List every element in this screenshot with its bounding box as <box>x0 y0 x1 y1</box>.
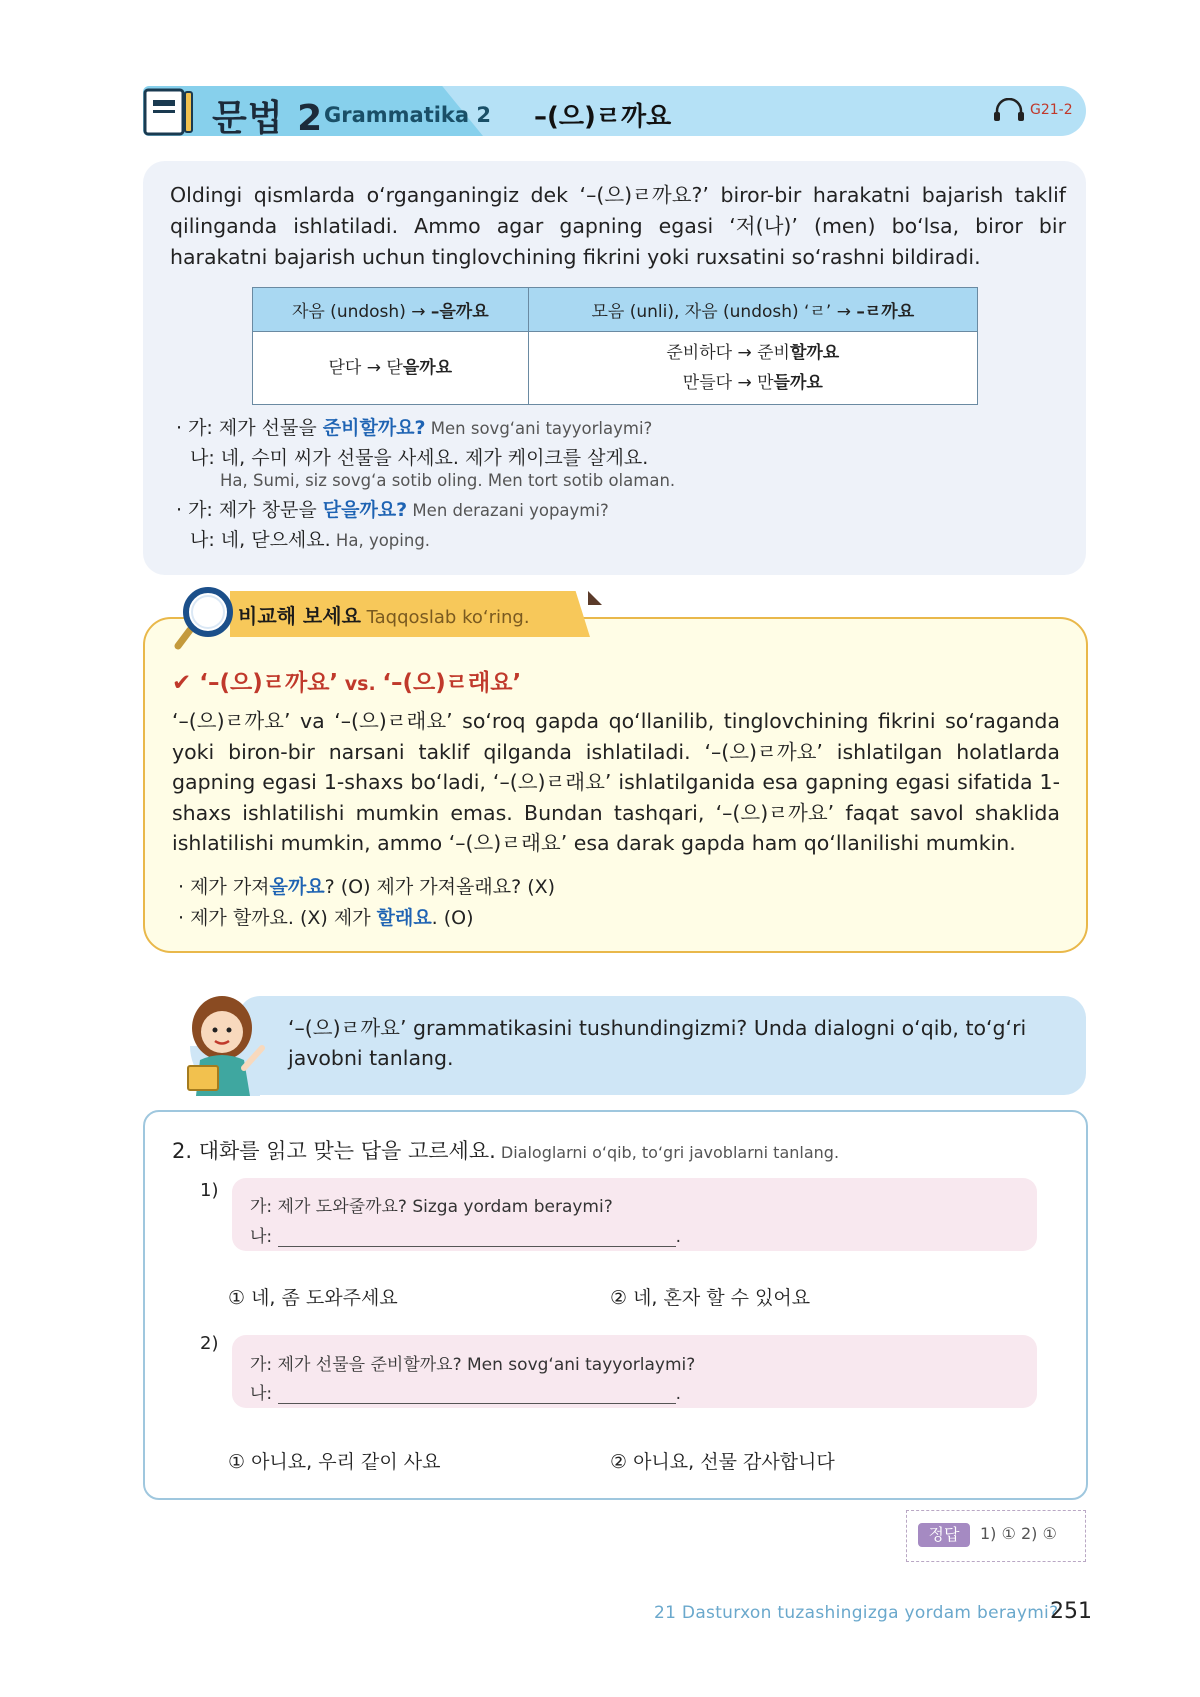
table-head-vowel: 모음 (unli), 자음 (undosh) ‘ㄹ’ → –ㄹ까요 <box>528 288 977 332</box>
question-2-option-2[interactable]: ② 아니요, 선물 감사합니다 <box>610 1451 835 1473</box>
example-2-question: · 가: 제가 창문을 닫을까요? Men derazani yopaymi? <box>176 499 609 521</box>
compare-example-2: · 제가 할까요. (X) 제가 할래요. (O) <box>178 907 474 929</box>
lesson-label: 문법 2 <box>212 98 324 139</box>
footer-chapter-title: 21 Dasturxon tuzashingizga yordam beraymi? <box>654 1603 1059 1623</box>
question-2-number: 2) <box>200 1333 219 1354</box>
compare-title: 비교해 보세요 Taqqoslab ko‘ring. <box>238 604 530 628</box>
grammar-title: –(으)ㄹ까요 <box>534 102 672 132</box>
page-number: 251 <box>1050 1599 1092 1624</box>
question-2-line-a: 가: 제가 선물을 준비할까요? Men sovg‘ani tayyorlaymi? <box>250 1355 696 1375</box>
headphones-icon[interactable] <box>992 98 1026 122</box>
example-2-answer: 나: 네, 닫으세요. Ha, yoping. <box>190 529 431 551</box>
book-icon <box>143 86 195 138</box>
compare-tab-tail <box>588 591 602 605</box>
question-1-line-a: 가: 제가 도와줄까요? Sizga yordam beraymi? <box>250 1197 613 1217</box>
answer-key-text: 1) ① 2) ① <box>980 1524 1057 1543</box>
teacher-illustration <box>178 988 273 1098</box>
exercise-title: 2. 대화를 읽고 맞는 답을 고르세요. Dialoglarni o‘qib, to‘gri javoblarni tanlang. <box>172 1139 840 1163</box>
compare-paragraph: ‘–(으)ㄹ까요’ va ‘–(으)ㄹ래요’ so‘roq gapda qo‘llanilib, tinglovchining fikrini so‘raganda yoki biron-bir narsani taklif qilganda ishlatiladi. ‘–(으)ㄹ까요’ ishlatilgan holatlarda gapning egasi 1-shaxs bo‘ladi, ‘–(으)ㄹ래요’ ishlatilganida esa gapning egasi sifatida 1-shaxs ishlatilishi mumkin emas. Bundan tashqari, ‘–(으)ㄹ까요’ faqat savol shaklida ishlatilishi mumkin, ammo ‘–(으)ㄹ래요’ esa darak gapda ham qo‘llanilishi mumkin. <box>172 709 1060 855</box>
conjugation-table <box>252 287 978 405</box>
question-1-option-1[interactable]: ① 네, 좀 도와주세요 <box>228 1287 398 1309</box>
example-1-translation: Ha, Sumi, siz sovg‘a sotib oling. Men tort sotib olaman. <box>220 471 676 490</box>
check-icon: ✔ <box>172 670 200 696</box>
question-1-option-2[interactable]: ② 네, 혼자 할 수 있어요 <box>610 1287 811 1309</box>
audio-track-label: G21-2 <box>1030 102 1073 118</box>
answer-key-label: 정답 <box>918 1523 970 1547</box>
table-cell-vowel: 준비하다 → 준비할까요 만들다 → 만들까요 <box>528 332 977 405</box>
answer-blank[interactable] <box>278 1228 676 1247</box>
answer-blank[interactable] <box>278 1385 676 1404</box>
question-1-number: 1) <box>200 1180 219 1201</box>
magnifier-icon <box>172 586 236 652</box>
table-cell-consonant: 닫다 → 닫을까요 <box>253 332 529 405</box>
compare-example-1: · 제가 가져올까요? (O) 제가 가져올래요? (X) <box>178 876 556 898</box>
example-1-answer: 나: 네, 수미 씨가 선물을 사세요. 제가 케이크를 살게요. <box>190 447 649 469</box>
question-1-line-b: 나: . <box>250 1227 681 1247</box>
explanation-paragraph: Oldingi qismlarda o‘rganganingiz dek ‘–(으)ㄹ까요?’ biror-bir harakatni bajarish taklif qilinganda ishlatiladi. Ammo agar gapning egasi ‘저(나)’ (men) bo‘lsa, biror bir harakatni bajarish uchun tinglovchining fikrini yoki ruxsatini so‘rashni bildiradi. <box>170 183 1066 269</box>
bubble-text: ‘–(으)ㄹ까요’ grammatikasini tushundingizmi? Unda dialogni o‘qib, to‘g‘ri javobni tanlang. <box>288 1016 1027 1070</box>
table-head-consonant: 자음 (undosh) → –을까요 <box>253 288 529 332</box>
lesson-sub-label: Grammatika 2 <box>324 103 491 127</box>
example-1-question: · 가: 제가 선물을 준비할까요? Men sovg‘ani tayyorlaymi? <box>176 417 653 439</box>
compare-heading: ✔ ‘–(으)ㄹ까요’ vs. ‘–(으)ㄹ래요’ <box>172 670 522 696</box>
question-2-option-1[interactable]: ① 아니요, 우리 같이 사요 <box>228 1451 441 1473</box>
question-2-line-b: 나: . <box>250 1384 681 1404</box>
